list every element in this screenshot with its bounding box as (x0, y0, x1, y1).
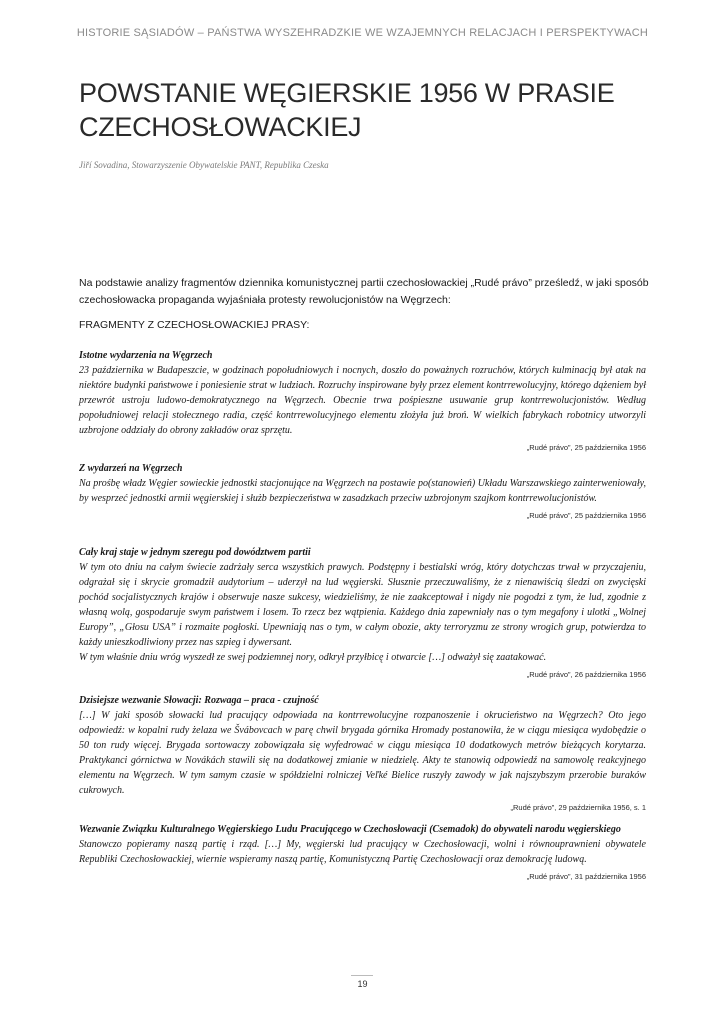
fragments-heading: FRAGMENTY Z CZECHOSŁOWACKIEJ PRASY: (79, 319, 310, 331)
page-number: 19 (357, 979, 368, 989)
article-5 (79, 822, 646, 884)
article-title: Istotne wydarzenia na Węgrzech (79, 350, 213, 361)
author-line: Jiří Sovadina, Stowarzyszenie Obywatelskie PANT, Republika Czeska (79, 160, 329, 170)
article-body-continued: W tym właśnie dniu wróg wyszedł ze swej podziemnej nory, odkrył przyłbicę i otwarcie […] odważył się zaatakować. (79, 652, 547, 663)
article-source: „Rudé právo”, 31 października 1956 (526, 872, 646, 881)
article-body: Na prośbę władz Węgier sowieckie jednostki stacjonujące na Węgrzech na postawie po(stanowień) Układu Warszawskiego zainterweniowały, by wesprzeć jednostki armii węgierskiej i służb bezpieczeństwa w zasadzkach przeciw uzbrojonym szajkom kontrrewolucjonistów. (79, 478, 646, 504)
article-source: „Rudé právo”, 25 października 1956 (526, 443, 646, 452)
article-2 (79, 461, 646, 523)
article-title: Wezwanie Związku Kulturalnego Węgierskiego Ludu Pracującego w Czechosłowacji (Csemadok) do obywateli narodu węgierskiego (79, 824, 621, 835)
document-title: POWSTANIE WĘGIERSKIE 1956 W PRASIE CZECHOSŁOWACKIEJ (79, 78, 615, 142)
article-4 (79, 693, 646, 815)
article-title: Z wydarzeń na Węgrzech (79, 463, 183, 474)
article-title: Cały kraj staje w jednym szeregu pod dowództwem partii (79, 547, 311, 558)
article-source: „Rudé právo”, 29 października 1956, s. 1 (510, 803, 646, 812)
running-header: HISTORIE SĄSIADÓW – PAŃSTWA WYSZEHRADZKIE WE WZAJEMNYCH RELACJACH I PERSPEKTYWACH (76, 27, 649, 39)
article-title: Dzisiejsze wezwanie Słowacji: Rozwaga – praca - czujność (79, 695, 319, 706)
article-source: „Rudé právo”, 25 października 1956 (526, 511, 646, 520)
article-body: W tym oto dniu na całym świecie zadrżały serca wszystkich prawych. Podstępny i bestialski wróg, który dotychczas trwał w przyczajeniu, odgrażał się i skrycie gromadził audytorium – uderzył na lud węgierski. Słusznie przeczuwaliśmy, że z nienawiścią śledzi on zwycięski pochód socjalistycznych krajów i obserwuje nasze sukcesy, wiedzieliśmy, że nie zaakceptował i nigdy nie pogodzi z tym, że lud, zgodnie z własną wolą, gospodaruje swym państwem i losem. To rzecz bez wątpienia. Każdego dnia zapewniały nas o tym megafony i ulotki „Wolnej Europy”, „Głosu USA” i rozmaite pogłoski. Upewniają nas o tym, w całym obozie, akty terroryzmu ze strony wrogich grup, potwierdza to każdy unieszkodliwiony przez nas szpieg i dywersant. (79, 562, 646, 648)
intro-paragraph: Na podstawie analizy fragmentów dziennika komunistycznej partii czechosłowackiej „Rudé právo” prześledź, w jaki sposób czechosłowacka propaganda wyjaśniała protesty rewolucjonistów na Węgrzech: (79, 277, 649, 306)
article-source: „Rudé právo”, 26 października 1956 (526, 670, 646, 679)
article-body: Stanowczo popieramy naszą partię i rząd. […] My, węgierski lud pracujący w Czechosłowacji, wolni i równouprawnieni obywatele Republiki Czechosłowackiej, wiernie wspieramy naszą partię, Komunistyczną Partię Czechosłowacji oraz demokrację ludową. (79, 839, 646, 865)
article-3 (79, 545, 646, 682)
page-number-rule (351, 975, 373, 976)
article-1 (79, 348, 646, 455)
article-body: […] W jaki sposób słowacki lud pracujący odpowiada na kontrrewolucyjne rozpanoszenie i okrucieństwo na Węgrzech? Oto jego odpowiedź: w kopalni rudy żelaza we Švábovcach w parę chwil brygada górnika Hromady postanowiła, że w ciągu miesiąca wydobędzie o 50 ton rudy więcej. Brygada sortowaczy zobowiązała się wyfedrować w ciągu miesiąca 10 dodatkowych metrów bieżących korytarza. Praktykanci górnictwa w Novákách stawili się na dodatkowej zmianie w niedzielę. Akty te stanowią odpowiedź na samowolę reakcyjnego elementu na Węgrzech. W tym samym czasie w spółdzielni rolniczej Veľké Bielice ruszyły zawody w jak najszybszym przerobie buraków cukrowych. (79, 710, 646, 796)
article-body: 23 października w Budapeszcie, w godzinach popołudniowych i nocnych, doszło do poważnych rozruchów, których kulminacją był atak na niektóre budynki państwowe i poniesienie strat w ludziach. Rozruchy inspirowane były przez element kontrrewolucyjny, którego dążeniem był przewrót ustroju ludowo-demokratycznego na Węgrzech. Obecnie trwa pośpieszne usuwanie grup kontrrewolucjonistów. Według popołudniowej relacji stołecznego radia, część kontrrewolucyjnego elementu złożyła już broń. W wielkich fabrykach robotnicy utworzyli uzbrojone oddziały do obrony zakładów oraz sprzętu. (79, 365, 646, 436)
